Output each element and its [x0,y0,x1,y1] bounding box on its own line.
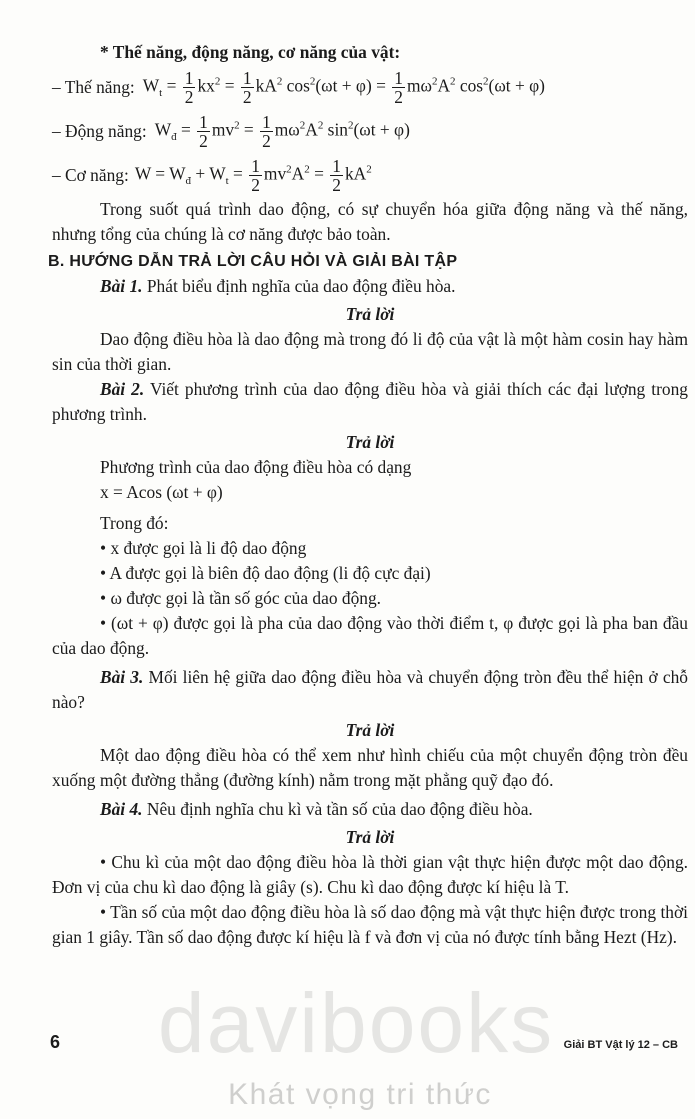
section-b-title: B. HƯỚNG DẪN TRẢ LỜI CÂU HỎI VÀ GIẢI BÀI TẬP [48,253,458,270]
exercise-2-answer-intro: Phương trình của dao động điều hòa có dạng [100,457,412,477]
page-content [48,40,689,950]
page-footer [50,1030,690,1052]
exercise-2-equation: x = Acos (ωt + φ) [100,482,223,502]
exercise-2-question: Bài 2. Viết phương trình của dao động điều hòa và giải thích các đại lượng trong phương trình. [52,379,688,424]
list-item: • ω được gọi là tần số góc của dao động. [100,588,382,608]
exercise-3-question: Bài 3. Mối liên hệ giữa dao động điều hòa và chuyển động tròn đều thể hiện ở chỗ nào? [52,667,688,712]
watermark-brand: davibooks [157,976,555,1070]
answer-heading: Trả lời [345,827,395,847]
exercise-1-question: Bài 1. Phát biểu định nghĩa của dao động điều hòa. [100,276,456,296]
answer-heading: Trả lời [345,720,395,740]
exercise-1-answer: Dao động điều hòa là dao động mà trong đó li độ của vật là một hàm cosin hay hàm sin của thời gian. [52,329,688,374]
page-number: 6 [50,1032,61,1052]
list-item: • Tần số của một dao động điều hòa là số dao động mà vật thực hiện được trong thời gian 1 giây. Tần số dao động được kí hiệu là f và đơn vị của nó được tính bằng Hezt (Hz). [52,902,689,947]
potential-energy-formula: – Thế năng: $W_t$ = $\frac{1}{2}$ $kx^2$ = $\frac{1}{2}$ $kA^2$ $\cos^2(\omega t + \varphi)$ = $\frac{1}{2}$ $m\omega^2A^2$ $\cos^2(\omega t + \varphi)$ [52,67,545,107]
list-item: • x được gọi là li độ dao động [100,538,307,558]
watermark-slogan: Khát vọng tri thức [228,1078,492,1111]
book-title: Giải BT Vật lý 12 – CB [563,1039,678,1051]
answer-heading: Trả lời [345,432,395,452]
kinetic-energy-formula: – Động năng: $W_đ$ = $\frac{1}{2}$ $mv^2$ = $\frac{1}{2}$ $m\omega^2A^2$ $\sin^2(\omega t + \varphi)$ [52,111,410,151]
list-item: • A được gọi là biên độ dao động (li độ cực đại) [100,563,431,583]
mechanical-energy-formula: – Cơ năng: $W = W_đ + W_t$ = $\frac{1}{2}$ $mv^2A^2$ = $\frac{1}{2}$ $kA^2$ [52,155,372,195]
list-item: • (ωt + φ) được gọi là pha của dao động vào thời điểm t, φ được gọi là pha ban đầu của dao động. [52,613,688,658]
kinetic-energy-label: – Động năng: [52,120,147,141]
exercise-2-where: Trong đó: [100,513,169,533]
energy-intro: * Thế năng, động năng, cơ năng của vật: [100,42,401,62]
exercise-4-question: Bài 4. Nêu định nghĩa chu kì và tần số của dao động điều hòa. [100,799,533,819]
exercise-3-answer: Một dao động điều hòa có thể xem như hình chiếu của một chuyển động tròn đều xuống một đường thẳng (đường kính) nằm trong mặt phẳng quỹ đạo đó. [52,745,688,790]
potential-energy-label: – Thế năng: [52,76,135,97]
mechanical-energy-label: – Cơ năng: [52,164,129,185]
list-item: • Chu kì của một dao động điều hòa là thời gian vật thực hiện được một dao động. Đơn vị của chu kì dao động là giây (s). Chu kì dao động được kí hiệu là T. [52,852,688,897]
answer-heading: Trả lời [345,304,395,324]
energy-conservation-text: Trong suốt quá trình dao động, có sự chuyển hóa giữa động năng và thế năng, nhưng tổng của chúng là cơ năng được bảo toàn. [52,199,688,244]
